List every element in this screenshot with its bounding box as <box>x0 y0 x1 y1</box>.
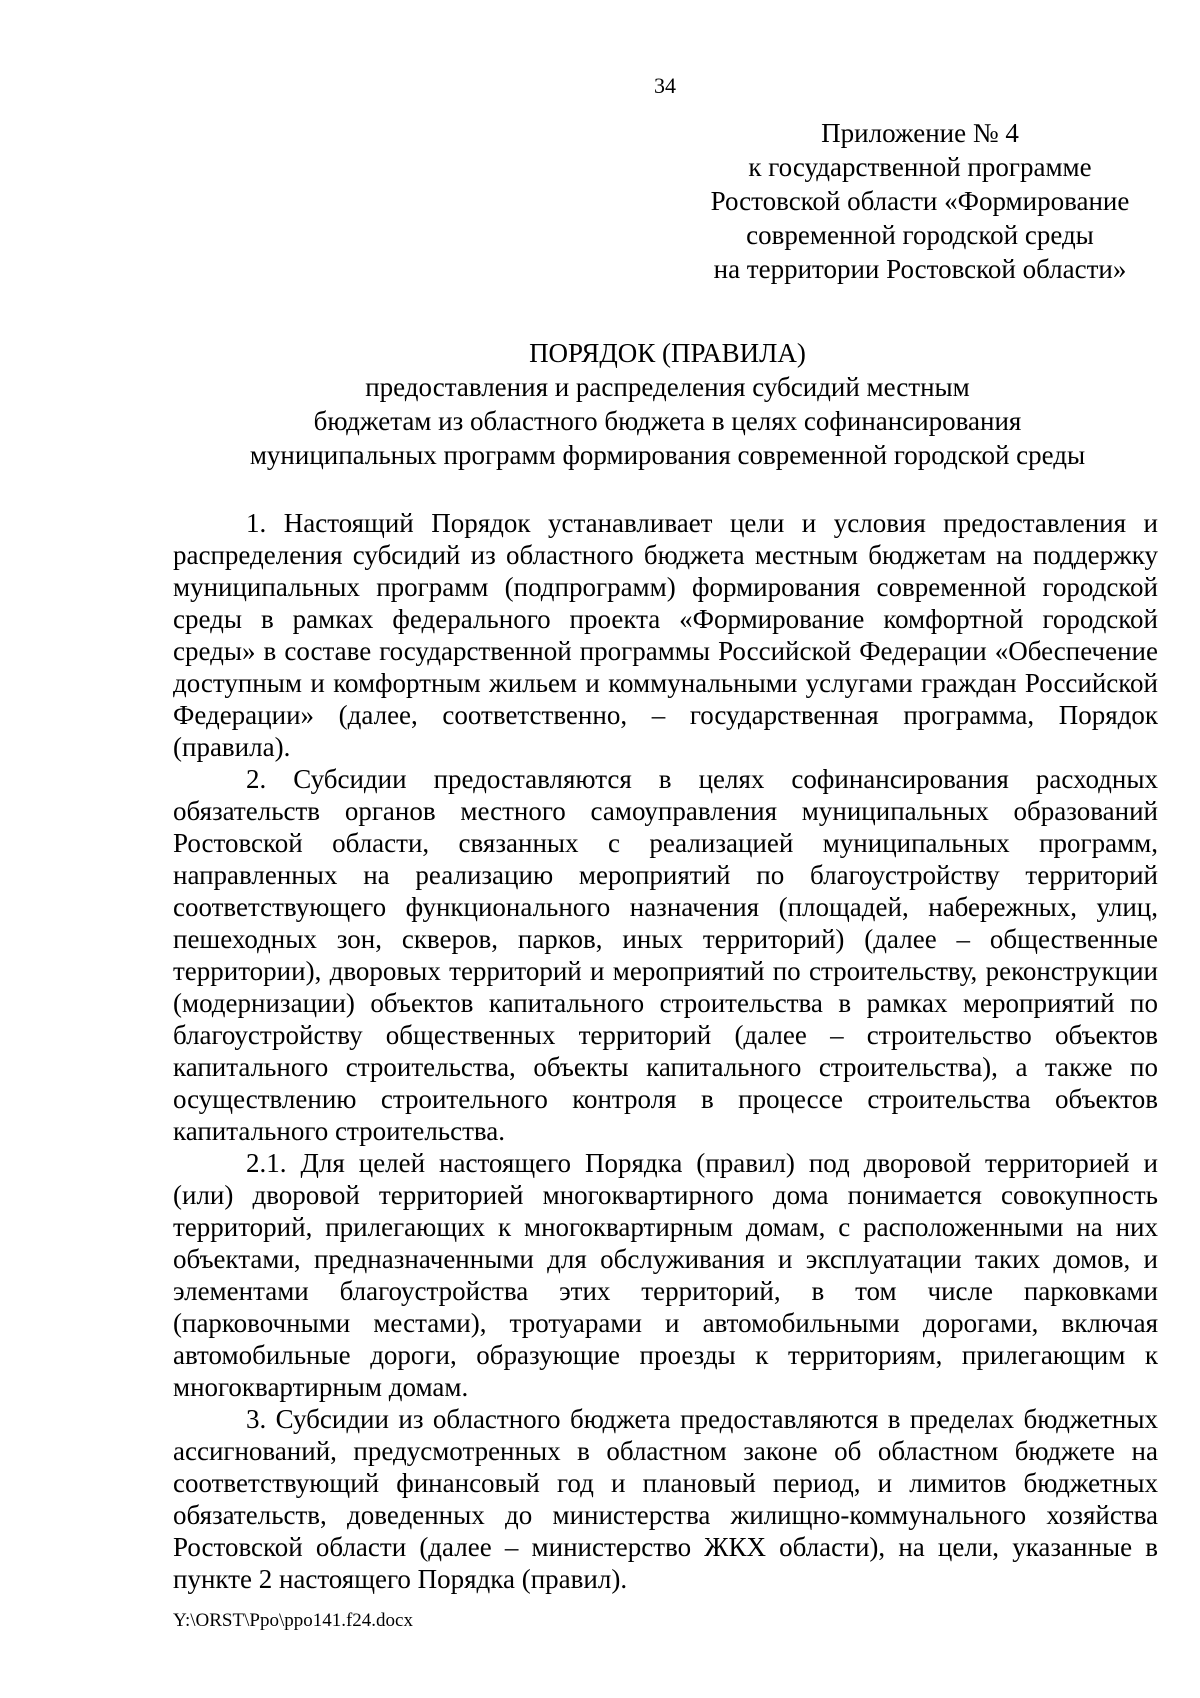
appendix-line: Ростовской области «Формирование <box>710 186 1130 216</box>
title-subtitle-line: бюджетам из областного бюджета в целях софинансирования <box>313 406 1022 436</box>
paragraph: 2. Субсидии предоставляются в целях софинансирования расходных обязательств органов местного самоуправления муниципальных образований Ростовской области, связанных с реализацией муниципальных программ, направленных на реализацию мероприятий по благоустройству территорий соответствующего функционального назначения (площадей, набережных, улиц, пешеходных зон, скверов, парков, иных территорий) (далее – общественные территории), дворовых территорий и мероприятий по строительству, реконструкции (модернизации) объектов капитального строительства в рамках мероприятий по благоустройству общественных территорий (далее – строительство объектов капитального строительства, объекты капитального строительства), а также по осуществлению строительного контроля в процессе строительства объектов капитального строительства. <box>173 764 1158 1146</box>
paragraph: 2.1. Для целей настоящего Порядка (правил) под дворовой территорией и (или) дворовой территорией многоквартирного дома понимается совокупность территорий, прилегающих к многоквартирным домам, с расположенными на них объектами, предназначенными для обслуживания и эксплуатации таких домов, и элементами благоустройства этих территорий, в том числе парковками (парковочными местами), тротуарами и автомобильными дорогами, включая автомобильные дороги, образующие проезды к территориям, прилегающим к многоквартирным домам. <box>173 1148 1158 1402</box>
title-subtitle-line: предоставления и распределения субсидий местным <box>365 372 970 402</box>
appendix-line: к государственной программе <box>748 152 1092 182</box>
paragraph: 1. Настоящий Порядок устанавливает цели и условия предоставления и распределения субсидий из областного бюджета местным бюджетам на поддержку муниципальных программ (подпрограмм) формирования современной городской среды в рамках федерального проекта «Формирование комфортной городской среды» в составе государственной программы Российской Федерации «Обеспечение доступным и комфортным жильем и коммунальными услугами граждан Российской Федерации» (далее, соответственно, – государственная программа, Порядок (правила). <box>173 508 1158 762</box>
paragraph: 3. Субсидии из областного бюджета предоставляются в пределах бюджетных ассигнований, предусмотренных в областном законе об областном бюджете на соответствующий финансовый год и плановый период, и лимитов бюджетных обязательств, доведенных до министерства жилищно-коммунального хозяйства Ростовской области (далее – министерство ЖКХ области), на цели, указанные в пункте 2 настоящего Порядка (правил). <box>173 1404 1158 1594</box>
appendix-line: Приложение № 4 <box>821 118 1019 148</box>
appendix-header <box>690 116 1150 286</box>
title-subtitle-line: муниципальных программ формирования современной городской среды <box>249 440 1086 470</box>
document-title <box>175 336 1160 472</box>
appendix-line: современной городской среды <box>746 220 1094 250</box>
appendix-line: на территории Ростовской области» <box>713 254 1127 284</box>
page-number: 34 <box>654 73 676 98</box>
document-body <box>173 507 1158 1595</box>
title-heading: ПОРЯДОК (ПРАВИЛА) <box>529 338 806 368</box>
file-path-footer: Y:\ORST\Ppo\ppo141.f24.docx <box>173 1610 413 1631</box>
